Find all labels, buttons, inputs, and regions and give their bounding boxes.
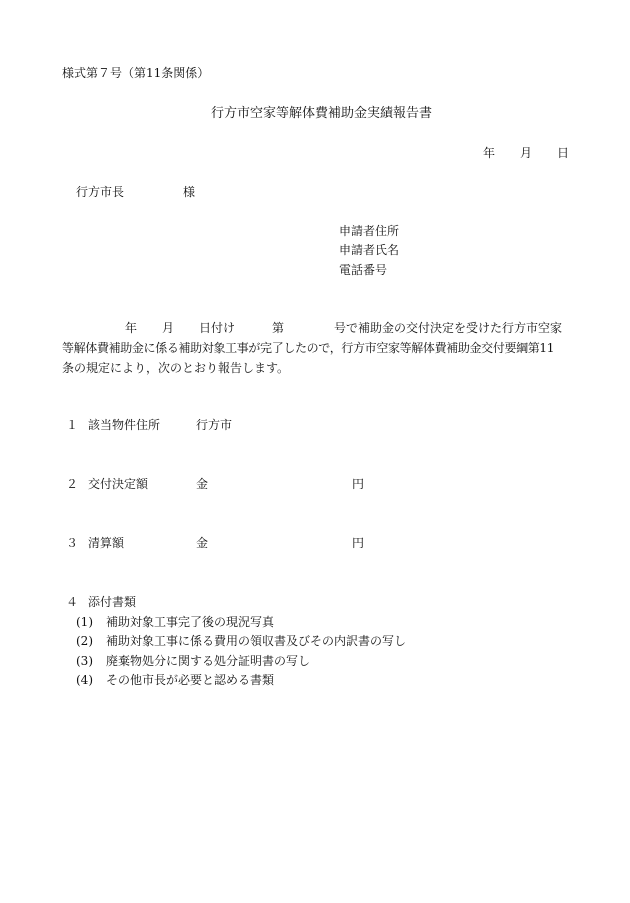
attachment-number: (3)	[76, 654, 93, 668]
body-line2: 等解体費補助金に係る補助対象工事が完了したので，行方市空家等解体費補助金交付要綱第11	[62, 341, 554, 355]
attachment-item: その他市長が必要と認める書類	[106, 673, 275, 687]
attachment-number: (2)	[76, 634, 93, 648]
item-settlement-label: 清算額	[88, 536, 125, 550]
attachments-number: ４	[66, 595, 79, 609]
item-settlement-suffix: 円	[352, 536, 365, 550]
body-year-label: 年	[125, 321, 138, 335]
body-month-label: 月	[162, 321, 175, 335]
applicant-phone-label: 電話番号	[339, 263, 388, 277]
applicant-name-label: 申請者氏名	[339, 243, 400, 257]
applicant-address-label: 申請者住所	[339, 224, 400, 238]
addressee-name: 行方市長	[76, 185, 125, 199]
attachment-item: 廃棄物処分に関する処分証明書の写し	[106, 654, 311, 668]
date-day-label: 日	[557, 146, 570, 160]
item-number: ２	[66, 477, 79, 491]
item-number: ３	[66, 536, 79, 550]
body-line3: 条の規定により，次のとおり報告します。	[62, 361, 290, 375]
form-number: 様式第７号（第11条関係）	[62, 66, 210, 80]
item-number: １	[66, 418, 79, 432]
body-dated-label: 日付け	[199, 321, 236, 335]
item-grant-decision-prefix: 金	[196, 477, 209, 491]
document-title: 行方市空家等解体費補助金実績報告書	[211, 106, 433, 121]
item-property-address-label: 該当物件住所	[88, 418, 161, 432]
item-grant-decision-label: 交付決定額	[88, 477, 149, 491]
date-year-label: 年	[483, 146, 496, 160]
item-settlement-prefix: 金	[196, 536, 209, 550]
attachments-label: 添付書類	[88, 595, 137, 609]
item-property-address-value: 行方市	[196, 418, 233, 432]
addressee-honorific: 様	[183, 185, 196, 199]
attachment-number: (1)	[76, 615, 93, 629]
date-month-label: 月	[520, 146, 533, 160]
item-grant-decision-suffix: 円	[352, 477, 365, 491]
body-no-label: 第	[272, 321, 285, 335]
attachment-number: (4)	[76, 673, 93, 687]
attachment-item: 補助対象工事完了後の現況写真	[106, 615, 275, 629]
body-line1-text: 号で補助金の交付決定を受けた行方市空家	[334, 321, 563, 335]
attachment-item: 補助対象工事に係る費用の領収書及びその内訳書の写し	[106, 634, 407, 648]
